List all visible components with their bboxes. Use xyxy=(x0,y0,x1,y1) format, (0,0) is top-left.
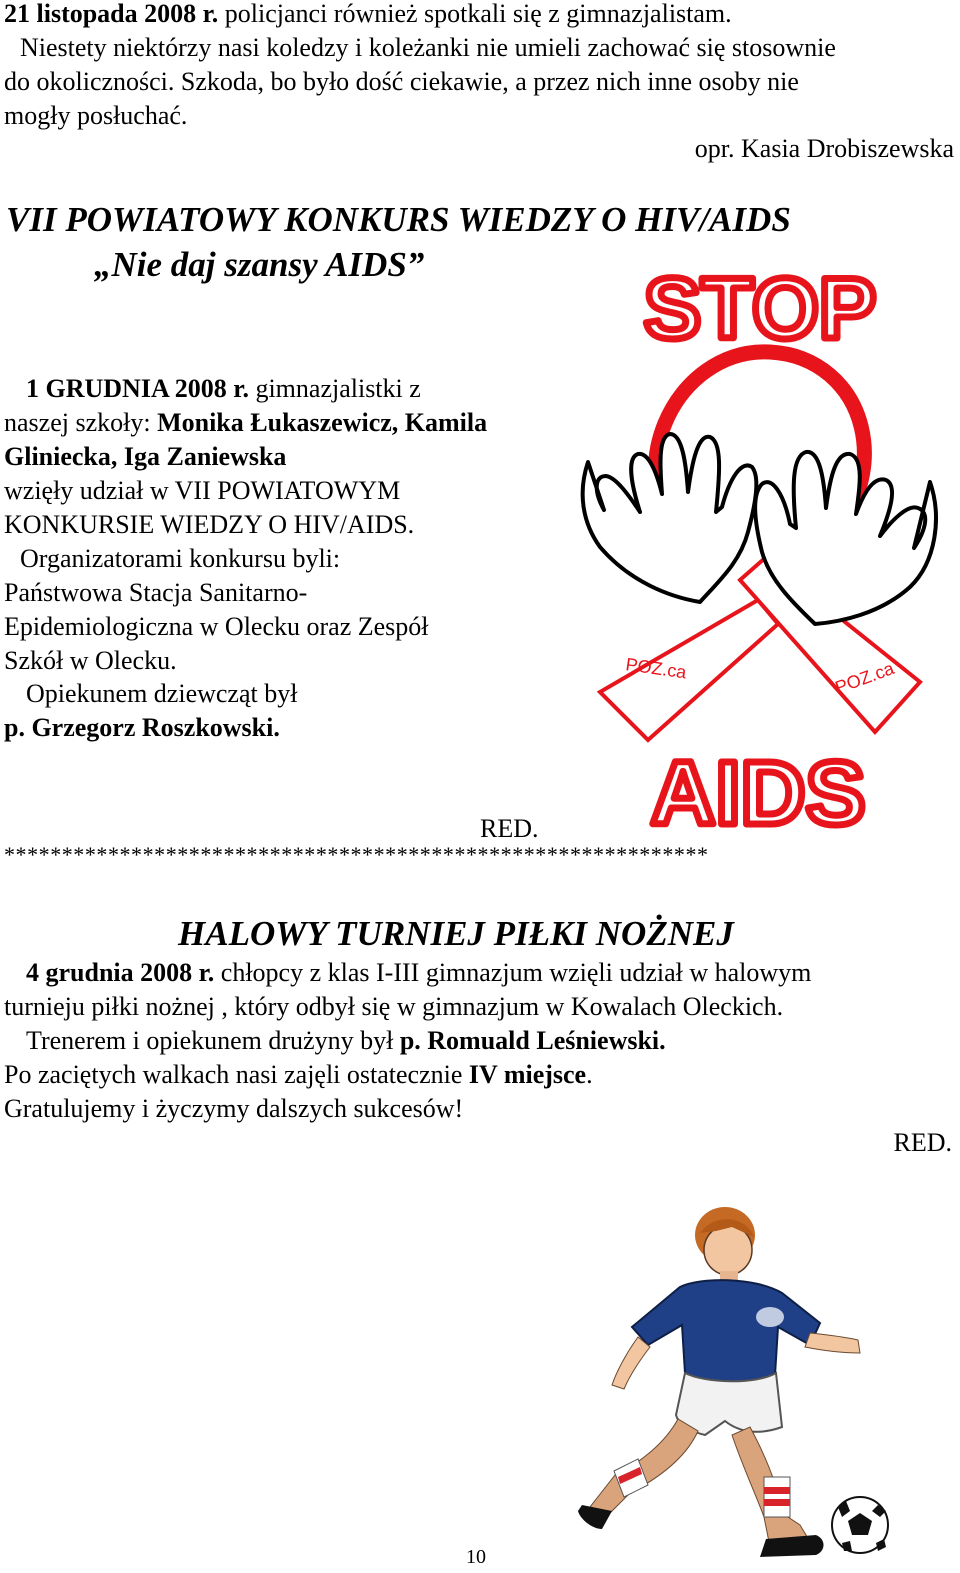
separator-line: ************************************************************* xyxy=(4,842,709,867)
aids-word: AIDS xyxy=(650,744,866,834)
paragraph-line xyxy=(4,406,487,440)
paragraph-line: KONKURSIE WIEDZY O HIV/AIDS. xyxy=(4,510,415,539)
paragraph-line xyxy=(4,0,732,31)
text: naszej szkoły: xyxy=(4,408,158,437)
paragraph-line: Gratulujemy i życzymy dalszych sukcesów! xyxy=(4,1094,464,1123)
event-date: 4 grudnia 2008 r. xyxy=(26,958,215,987)
event-date: 21 listopada 2008 r. xyxy=(4,0,219,28)
coach-name: p. Romuald Leśniewski. xyxy=(399,1026,666,1055)
paragraph-line: turnieju piłki nożnej , który odbył się w gimnazjum w Kowalach Oleckich. xyxy=(4,992,784,1021)
paragraph-line: wzięły udział w VII POWIATOWYM xyxy=(4,476,401,505)
paragraph-line: do okoliczności. Szkoda, bo było dość ciekawie, a przez nich inne osoby nie xyxy=(4,67,799,96)
paragraph-line xyxy=(4,440,286,474)
paragraph-line: Niestety niektórzy nasi koledzy i koleżanki nie umieli zachować się stosownie xyxy=(20,33,836,62)
section-subtitle: „Nie daj szansy AIDS” xyxy=(94,245,425,284)
watermark: POZ.ca xyxy=(624,654,688,683)
author-credit: opr. Kasia Drobiszewska xyxy=(694,134,954,163)
paragraph-line: mogły posłuchać. xyxy=(4,101,188,130)
text: . xyxy=(586,1060,593,1089)
text: chłopcy z klas I-III gimnazjum wzięli udział w halowym xyxy=(214,958,812,987)
stop-word: STOP xyxy=(643,262,877,357)
paragraph-line xyxy=(26,956,811,990)
soccer-ball-icon xyxy=(832,1497,888,1553)
paragraph-line xyxy=(26,1024,666,1058)
section-title: HALOWY TURNIEJ PIŁKI NOŻNEJ xyxy=(178,914,734,953)
paragraph-line xyxy=(4,1058,593,1092)
text: Po zaciętych walkach nasi zajęli ostatecznie xyxy=(4,1060,469,1089)
section-title: VII POWIATOWY KONKURS WIEDZY O HIV/AIDS xyxy=(6,200,791,239)
paragraph-line xyxy=(26,372,421,406)
shorts xyxy=(676,1373,782,1435)
back-leg xyxy=(590,1419,698,1513)
jersey xyxy=(632,1280,820,1382)
text: Trenerem i opiekunem drużyny był xyxy=(26,1026,400,1055)
text: policjanci również spotkali się z gimnazjalistam. xyxy=(218,0,732,28)
football-player-illustration xyxy=(520,1195,900,1565)
paragraph-line: Epidemiologiczna w Olecku oraz Zespół xyxy=(4,612,429,641)
paragraph-line: Szkół w Olecku. xyxy=(4,646,177,675)
paragraph-line xyxy=(4,711,280,745)
paragraph-line: Opiekunem dziewcząt był xyxy=(26,679,298,708)
teacher-name: p. Grzegorz Roszkowski. xyxy=(4,713,280,742)
front-sock xyxy=(764,1477,790,1517)
editor-signature: RED. xyxy=(480,814,539,843)
right-arm xyxy=(805,1333,860,1353)
final-place: IV miejsce xyxy=(468,1060,587,1089)
watermark: POZ.ca xyxy=(832,658,897,698)
left-arm xyxy=(612,1337,650,1389)
event-date: 1 GRUDNIA 2008 r. xyxy=(26,374,249,403)
text: gimnazjalistki z xyxy=(248,374,421,403)
participant-names: Monika Łukaszewicz, Kamila xyxy=(157,408,488,437)
paragraph-line: Organizatorami konkursu byli: xyxy=(20,544,341,573)
editor-signature: RED. xyxy=(893,1128,952,1157)
left-hand-icon xyxy=(583,434,757,602)
page-number: 10 xyxy=(466,1546,486,1568)
paragraph-line: Państwowa Stacja Sanitarno- xyxy=(4,578,308,607)
stop-aids-illustration xyxy=(570,262,945,834)
participant-names: Gliniecka, Iga Zaniewska xyxy=(4,442,287,471)
